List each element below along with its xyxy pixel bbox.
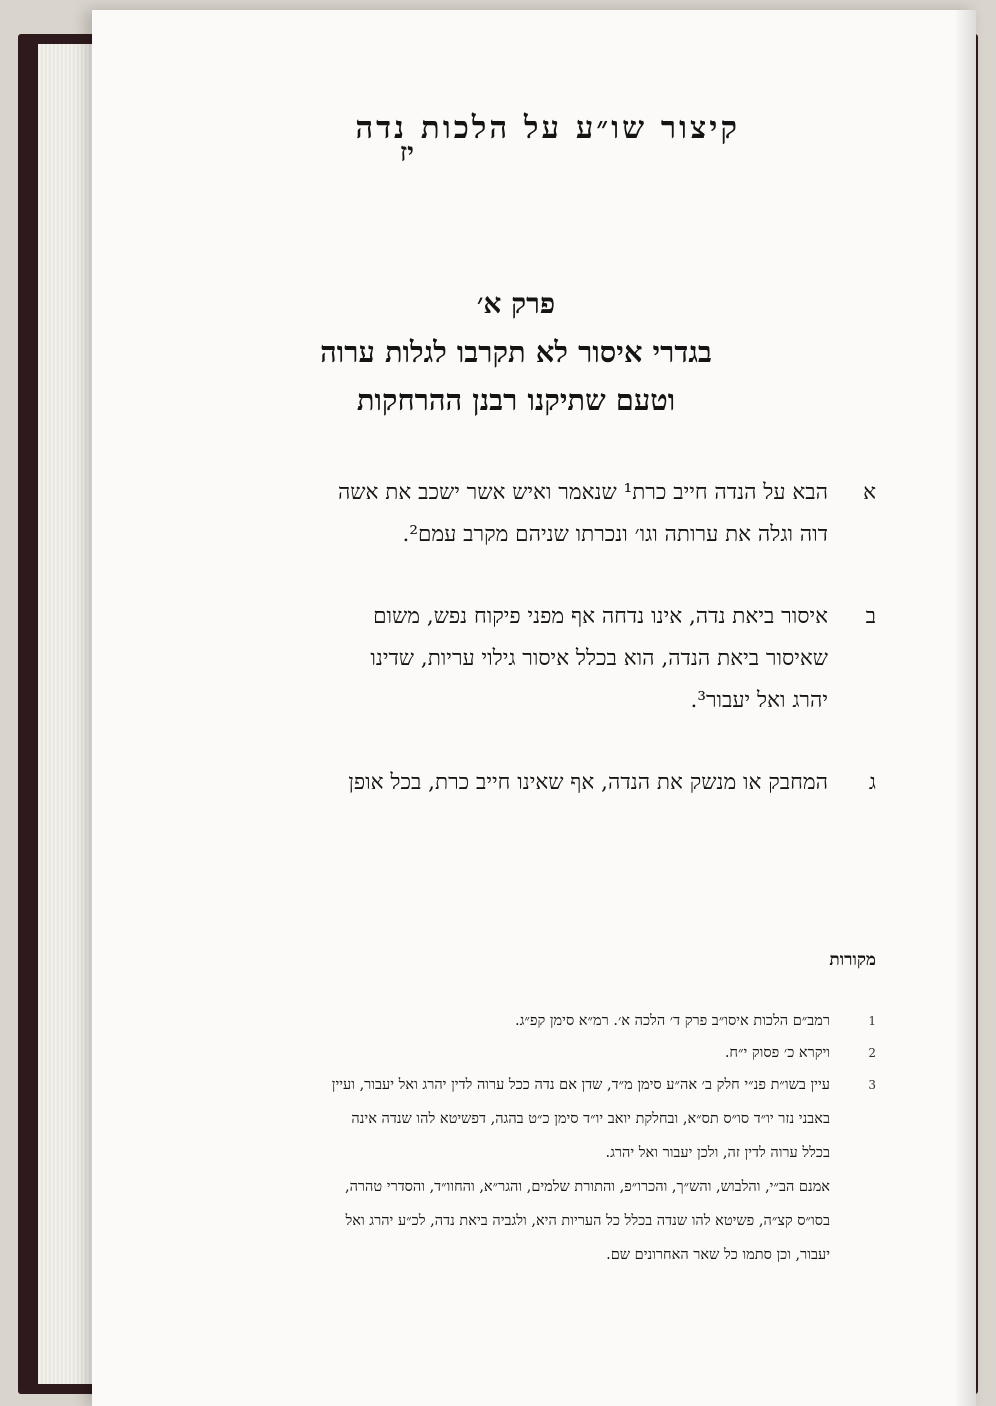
paragraph-a (216, 472, 876, 556)
footnote-line: אמנם הב״י, והלבוש, והש״ך, והכרו״פ, והתורת שלמים, והגר״א, והחוו״ד, והסדרי טהרה, (344, 1179, 830, 1195)
chapter-heading (256, 280, 776, 424)
paragraph-body (216, 762, 828, 804)
footnote-2 (156, 1036, 876, 1070)
footnote-line: יעבור, וכן סתמו כל שאר האחרונים שם. (606, 1247, 830, 1263)
footnote-number: 2 (868, 1046, 876, 1060)
running-title: קיצור שו״ע על הלכות נדה (355, 110, 740, 146)
paragraph-letter: ב (865, 604, 876, 629)
paragraph-line: יהרג ואל יעבור³. (690, 688, 828, 713)
paragraph-letter: ג (868, 770, 876, 795)
footnote-3 (156, 1068, 876, 1272)
footnote-line: עיין בשו״ת פנ״י חלק ב׳ אה״ע סימן מ״ד, שדן אם נדה ככל ערוה לדין יהרג ואל יעבור, ועיין (331, 1077, 830, 1093)
paragraph-c (216, 762, 876, 804)
footnote-line: רמב״ם הלכות איסו״ב פרק ד׳ הלכה א׳. רמ״א סימן קפ״ג. (514, 1013, 830, 1029)
paragraph-line: איסור ביאת נדה, אינו נדחה אף מפני פיקוח נפש, משום (373, 604, 828, 629)
chapter-title-line-2: וטעם שתיקנו רבנן ההרחקות (356, 383, 676, 417)
paragraph-line: המחבק או מנשק את הנדה, אף שאינו חייב כרת, בכל אופן (348, 770, 828, 795)
paragraph-b (216, 596, 876, 722)
page-number: יז (399, 138, 414, 168)
paragraph-letter: א (863, 480, 876, 505)
paragraph-line: דוה וגלה את ערותה וגו׳ ונכרתו שניהם מקרב עמם². (402, 522, 828, 547)
paragraph-line: הבא על הנדה חייב כרת¹ שנאמר ואיש אשר ישכב את אשה (337, 480, 828, 505)
chapter-title-line-1: בגדרי איסור לא תקרבו לגלות ערוה (320, 335, 712, 369)
footnote-line: בסו״ס קצ״ה, פשיטא להו שנדה בכלל כל העריות היא, ולגביה ביאת נדה, לכ״ע יהרג ואל (345, 1213, 830, 1229)
book-page (92, 10, 976, 1406)
spine-shadow (954, 10, 976, 1406)
paragraph-line: שאיסור ביאת הנדה, הוא בכלל איסור גילוי עריות, שדינו (370, 646, 828, 671)
footnote-line: באבני נזר יו״ד סו״ס תס״א, ובחלקת יואב יו״ד סימן כ״ט בהגה, דפשיטא להו שנדה אינה (351, 1111, 830, 1127)
footnote-1 (156, 1004, 876, 1038)
footnote-number: 1 (868, 1014, 876, 1028)
footnote-line: בכלל ערוה לדין זה, ולכן יעבור ואל יהרג. (605, 1145, 830, 1161)
paragraph-body (216, 472, 828, 556)
paragraph-body (216, 596, 828, 722)
chapter-number: פרק א׳ (476, 287, 556, 320)
footnote-line: ויקרא כ׳ פסוק י״ח. (724, 1045, 830, 1061)
footnote-number: 3 (868, 1078, 876, 1092)
sources-title: מקורות (829, 950, 876, 970)
